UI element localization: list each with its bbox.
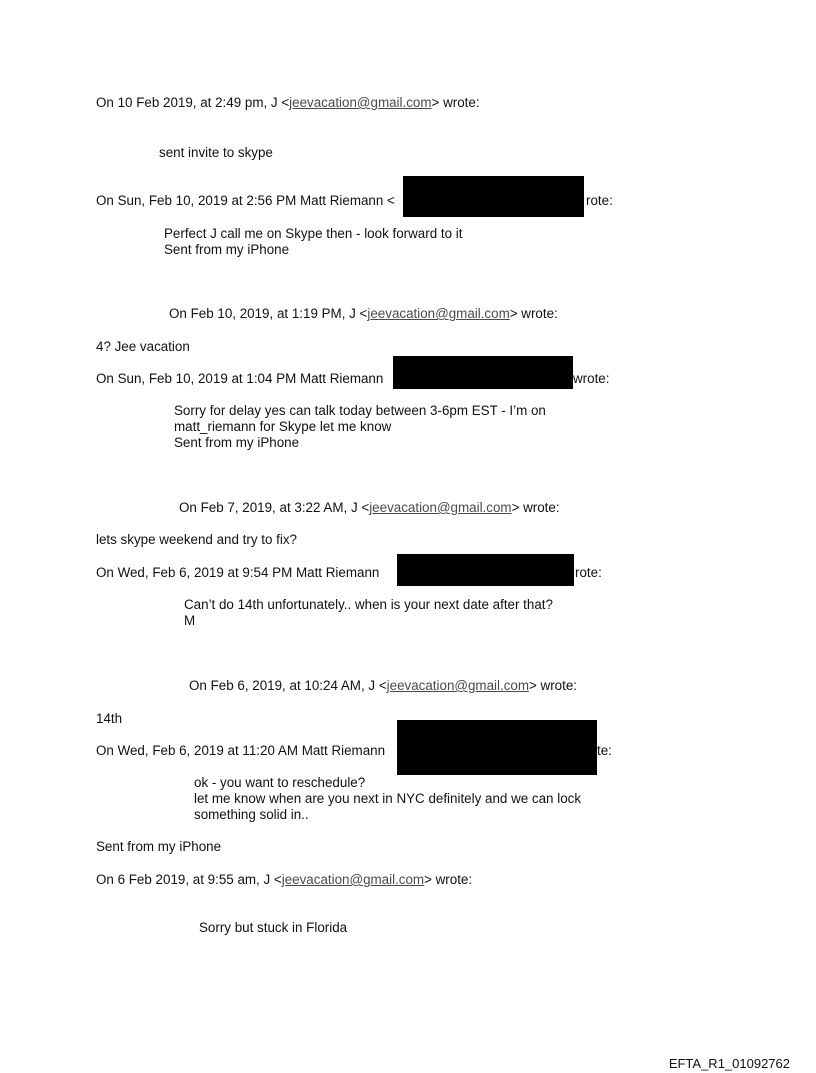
email-link[interactable]: jeevacation@gmail.com [367, 306, 510, 321]
body-line: something solid in.. [194, 807, 309, 822]
message-header [189, 678, 577, 694]
message-body [164, 226, 462, 258]
message-header [96, 872, 472, 888]
header-text-suffix: > wrote: [509, 306, 558, 321]
header-text: On 10 Feb 2019, at 2:49 pm, J < [96, 95, 290, 110]
body-line: Sorry for delay yes can talk today between 3-6pm EST - I’m on [174, 403, 546, 418]
header-text: On Wed, Feb 6, 2019 at 9:54 PM Matt Riemann [96, 565, 380, 580]
message-header [96, 193, 395, 209]
header-text: On Feb 7, 2019, at 3:22 AM, J < [179, 500, 370, 515]
redaction-box [397, 554, 574, 586]
body-line: 4? Jee vacation [96, 339, 190, 354]
body-line: Can’t do 14th unfortunately.. when is your next date after that? [184, 597, 553, 612]
header-text-suffix [586, 193, 613, 209]
message-header [169, 306, 558, 322]
body-line: matt_riemann for Skype let me know [174, 419, 392, 434]
header-text: On Sun, Feb 10, 2019 at 2:56 PM Matt Riemann < [96, 193, 395, 208]
email-link[interactable]: jeevacation@gmail.com [289, 95, 432, 110]
redaction-box [397, 720, 597, 775]
header-text-suffix-label: wrote: [573, 371, 610, 386]
header-text-suffix: > wrote: [424, 872, 473, 887]
email-link[interactable]: jeevacation@gmail.com [369, 500, 512, 515]
message-header [179, 500, 560, 516]
redaction-box [393, 356, 573, 389]
email-link[interactable]: jeevacation@gmail.com [281, 872, 425, 887]
message-header [96, 743, 385, 759]
header-text: On Feb 10, 2019, at 1:19 PM, J < [169, 306, 368, 321]
message-header [96, 371, 383, 387]
body-line: Sent from my iPhone [174, 435, 300, 450]
email-link[interactable]: jeevacation@gmail.com [386, 678, 529, 693]
message-body [96, 532, 297, 548]
header-text: On Wed, Feb 6, 2019 at 11:20 AM Matt Riemann [96, 743, 386, 758]
header-text-suffix: > wrote: [431, 95, 480, 110]
header-text-suffix: > wrote: [529, 678, 578, 693]
message-header [96, 95, 480, 111]
header-text: On Feb 6, 2019, at 10:24 AM, J < [189, 678, 387, 693]
body-line: Sorry but stuck in Florida [199, 920, 348, 935]
signature-text: Sent from my iPhone [96, 839, 222, 854]
body-line: sent invite to skype [159, 145, 273, 160]
body-line: lets skype weekend and try to fix? [96, 532, 297, 547]
header-text-suffix: > wrote: [511, 500, 560, 515]
body-line: Sent from my iPhone [164, 242, 290, 257]
message-body [194, 775, 581, 823]
message-body [159, 145, 273, 161]
body-line: 14th [96, 711, 123, 726]
signature-line [96, 839, 221, 855]
header-text-suffix [597, 743, 612, 759]
body-line: ok - you want to reschedule? [194, 775, 366, 790]
header-text-suffix-label: te: [597, 743, 612, 758]
redaction-box [403, 176, 584, 217]
message-header [96, 565, 379, 581]
document-id: EFTA_R1_01092762 [668, 1056, 790, 1071]
message-body [184, 597, 553, 629]
header-text: On Sun, Feb 10, 2019 at 1:04 PM Matt Riemann [96, 371, 384, 386]
header-text-suffix [573, 371, 609, 387]
body-line: M [184, 613, 196, 628]
message-body [96, 339, 190, 355]
header-text: On 6 Feb 2019, at 9:55 am, J < [96, 872, 282, 887]
body-line: Perfect J call me on Skype then - look forward to it [164, 226, 463, 241]
message-body [96, 711, 122, 727]
message-body [199, 920, 347, 936]
header-text-suffix-label: rote: [575, 565, 602, 580]
message-body [174, 403, 546, 451]
body-line: let me know when are you next in NYC definitely and we can lock [194, 791, 582, 806]
header-text-suffix-label: rote: [586, 193, 613, 208]
header-text-suffix [575, 565, 602, 581]
